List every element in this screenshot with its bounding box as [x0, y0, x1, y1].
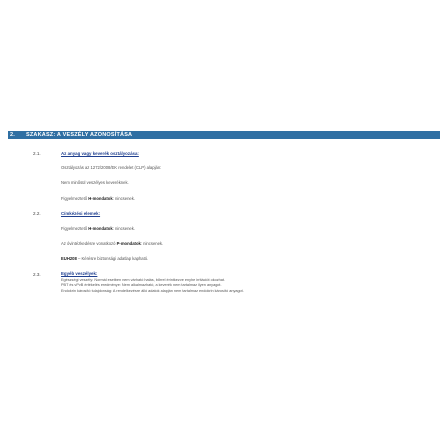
- text-line: EUH208 – Kérésre biztonsági adatlap kapható.: [61, 256, 149, 261]
- subsection-heading: Címkézési elemek:: [61, 211, 101, 216]
- text-line: Nem minősül veszélyes keveréknek.: [61, 180, 129, 185]
- text-line: Figyelmeztető H-mondatok: nincsenek.: [61, 196, 136, 201]
- text-line: Figyelmeztető H-mondatok: nincsenek.: [61, 226, 136, 231]
- text-line: Egészségi veszély: Normál esetben nem várható hatás, bőrrel érintkezve enyhe irritációt okozhat.: [61, 278, 225, 282]
- section-title: SZAKASZ: A VESZÉLY AZONOSÍTÁSA: [26, 132, 133, 138]
- section-header-bar: [8, 131, 440, 139]
- text-line: Endokrin károsító tulajdonság: A rendelkezésre álló adatok alapján nem tartalmaz endokrin károsító anyagot.: [61, 289, 244, 293]
- subsection-number: 2.3.: [33, 272, 41, 277]
- subsection-number: 2.1.: [33, 151, 41, 156]
- text-line: Osztályozás az 1272/2008/EK rendelet (CLP) alapján:: [61, 165, 162, 170]
- text-line: PBT és vPvB értékelés eredménye: Nem alkalmazható, a keverék nem tartalmaz ilyen anyagot.: [61, 283, 222, 287]
- subsection-heading: Az anyag vagy keverék osztályozása:: [61, 151, 139, 156]
- section-number: 2.: [10, 132, 15, 138]
- text-line: Az óvintézkedésre vonatkozó P-mondatok: nincsenek.: [61, 241, 164, 246]
- subsection-number: 2.2.: [33, 211, 41, 216]
- subsection-heading: Egyéb veszélyek:: [61, 271, 98, 276]
